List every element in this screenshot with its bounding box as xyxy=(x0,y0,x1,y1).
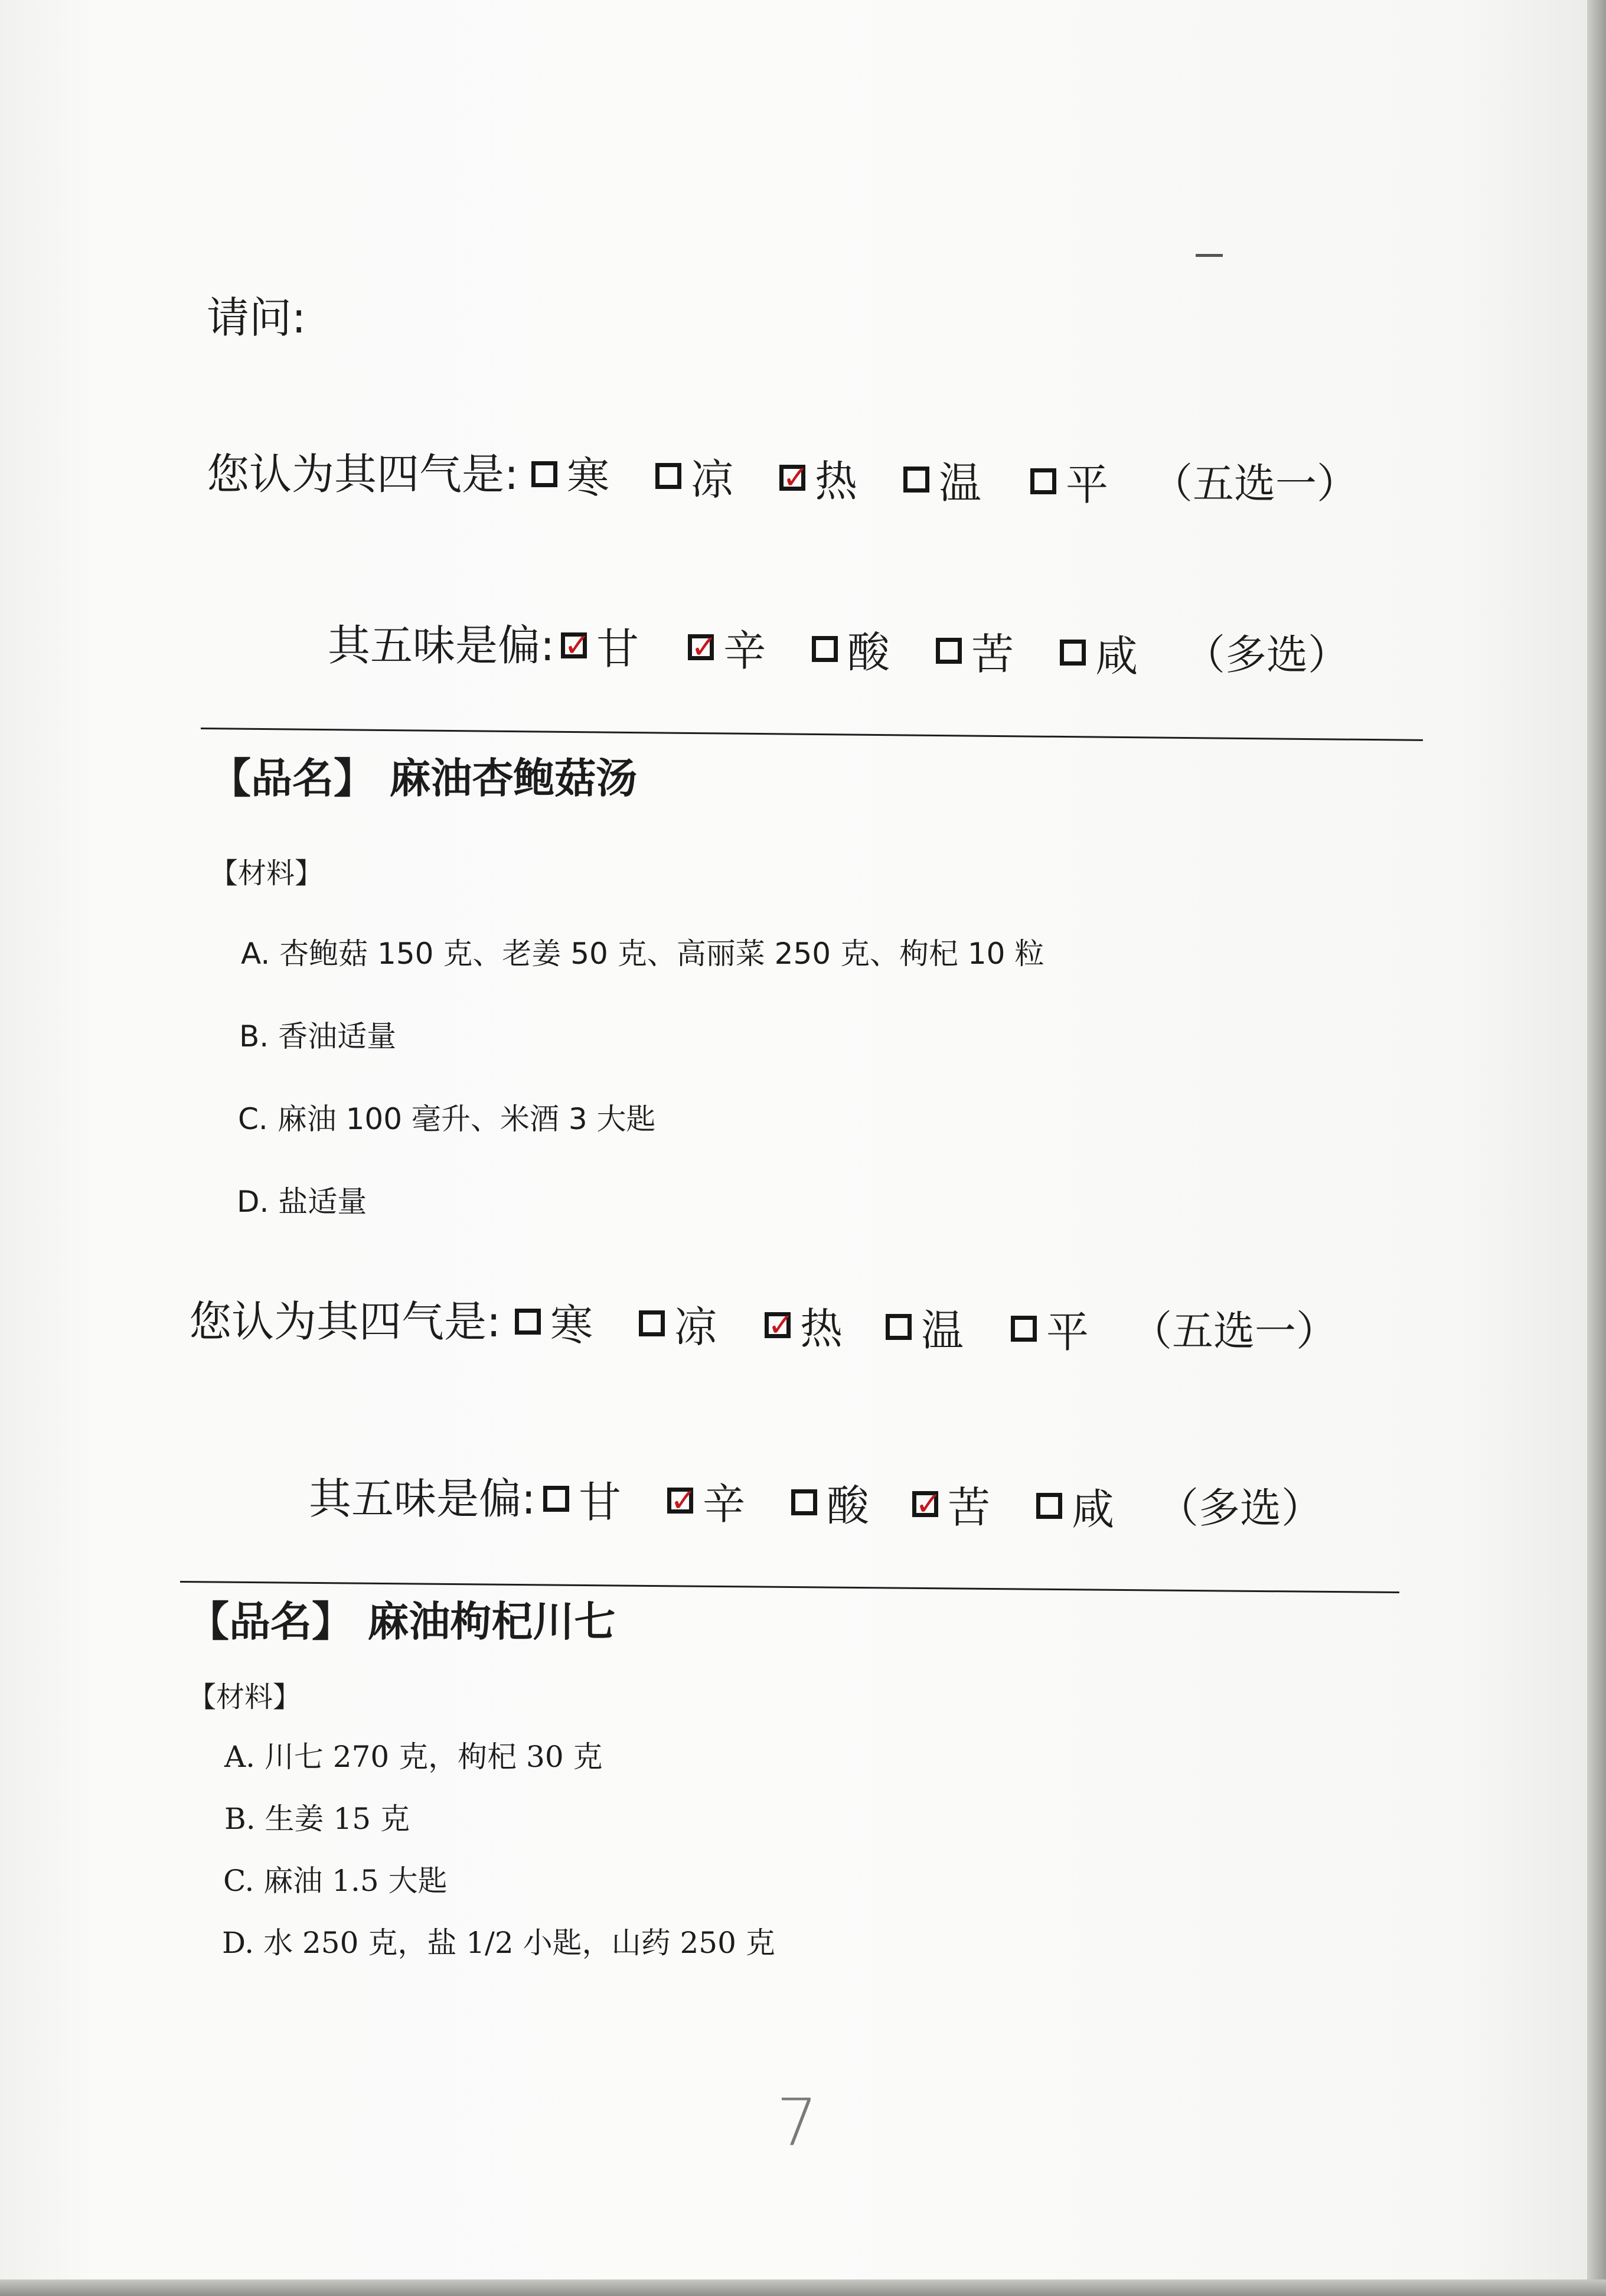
option-label: 平 xyxy=(1046,1307,1089,1357)
dish2-ingredient-a: A. 川七 270 克，枸杞 30 克 xyxy=(224,1740,603,1774)
checkbox-icon[interactable] xyxy=(812,636,838,662)
dish1-materials-label: 【材料】 xyxy=(210,857,324,890)
selection-note: （多选） xyxy=(1157,1484,1323,1532)
checkbox-option[interactable] xyxy=(688,617,766,678)
option-label: 辛 xyxy=(723,626,766,676)
option-label: 咸 xyxy=(1095,631,1138,681)
checkbox-option[interactable] xyxy=(543,1468,621,1529)
option-label: 凉 xyxy=(691,455,734,504)
option-label: 辛 xyxy=(703,1479,746,1529)
check-mark-icon: ✓ xyxy=(915,1485,942,1522)
dish1-ingredient-c: C. 麻油 100 毫升、米酒 3 大匙 xyxy=(238,1102,656,1136)
checkbox-option[interactable] xyxy=(1011,1298,1089,1359)
checkbox-icon[interactable] xyxy=(936,638,962,664)
option-label: 苦 xyxy=(971,630,1014,679)
checked-checkbox-icon[interactable] xyxy=(779,459,809,496)
pencil-mark xyxy=(1196,254,1223,257)
checkbox-option[interactable] xyxy=(531,443,609,505)
checkbox-option[interactable] xyxy=(886,1296,964,1358)
option-label: 热 xyxy=(815,456,858,506)
paper-edge xyxy=(1587,0,1606,2296)
checked-checkbox-icon[interactable] xyxy=(912,1485,942,1522)
dish2-ingredient-c: C. 麻油 1.5 大匙 xyxy=(223,1864,448,1898)
checkbox-option[interactable] xyxy=(639,1293,717,1354)
option-label: 热 xyxy=(800,1304,843,1354)
checkbox-option[interactable] xyxy=(779,447,857,508)
checked-checkbox-icon[interactable] xyxy=(765,1306,795,1343)
checkbox-icon[interactable] xyxy=(1011,1316,1037,1342)
question-label: 您认为其四气是: xyxy=(207,449,519,499)
checked-checkbox-icon[interactable] xyxy=(688,628,718,666)
checkbox-option[interactable] xyxy=(655,445,733,507)
option-label: 苦 xyxy=(948,1483,991,1532)
checkbox-icon[interactable] xyxy=(1060,640,1086,666)
option-label: 凉 xyxy=(674,1302,717,1352)
checkbox-icon[interactable] xyxy=(886,1314,912,1340)
option-label: 温 xyxy=(921,1306,964,1355)
option-label: 甘 xyxy=(579,1478,622,1527)
checkbox-option[interactable] xyxy=(791,1472,869,1533)
question-label: 您认为其四气是: xyxy=(189,1297,501,1346)
option-label: 甘 xyxy=(596,624,639,674)
check-mark-icon: ✓ xyxy=(670,1482,697,1519)
option-label: 咸 xyxy=(1072,1485,1115,1534)
check-mark-icon: ✓ xyxy=(782,459,809,496)
question-label: 其五味是偏: xyxy=(309,1474,536,1524)
dish2-ingredient-b: B. 生姜 15 克 xyxy=(224,1802,410,1836)
checkbox-option[interactable] xyxy=(765,1294,843,1356)
checkbox-option[interactable] xyxy=(1060,622,1138,683)
option-label: 酸 xyxy=(847,628,890,677)
checked-checkbox-icon[interactable] xyxy=(667,1482,697,1519)
page-number: 7 xyxy=(776,2085,818,2160)
dish1-ingredient-b: B. 香油适量 xyxy=(239,1019,397,1054)
dish2-ingredient-d: D. 水 250 克，盐 1/2 小匙，山药 250 克 xyxy=(222,1926,775,1960)
option-label: 寒 xyxy=(550,1300,593,1350)
question-label: 其五味是偏: xyxy=(328,621,555,670)
checkbox-option[interactable] xyxy=(1036,1475,1114,1537)
dish2-materials-label: 【材料】 xyxy=(188,1681,302,1714)
check-mark-icon: ✓ xyxy=(564,627,591,664)
checkbox-option[interactable] xyxy=(903,449,981,510)
option-label: 平 xyxy=(1066,460,1109,510)
check-mark-icon: ✓ xyxy=(691,628,718,666)
checkbox-icon[interactable] xyxy=(531,461,557,487)
checkbox-icon[interactable] xyxy=(655,463,681,489)
checkbox-option[interactable] xyxy=(1030,451,1108,512)
checkbox-icon[interactable] xyxy=(791,1489,817,1515)
checkbox-icon[interactable] xyxy=(515,1309,541,1335)
checkbox-icon[interactable] xyxy=(543,1486,569,1512)
checked-checkbox-icon[interactable] xyxy=(561,627,591,664)
checkbox-icon[interactable] xyxy=(903,467,929,493)
checkbox-option[interactable] xyxy=(936,620,1014,681)
paper-bottom-edge xyxy=(0,2279,1606,2296)
dish2-title: 【品名】 麻油枸杞川七 xyxy=(188,1597,616,1646)
option-label: 寒 xyxy=(567,453,610,503)
checkbox-option[interactable] xyxy=(812,618,890,680)
selection-note: （多选） xyxy=(1184,631,1349,679)
selection-note: （五选一） xyxy=(1131,1307,1337,1355)
check-mark-icon: ✓ xyxy=(768,1306,795,1343)
dish1-title: 【品名】 麻油杏鲍菇汤 xyxy=(210,754,638,803)
selection-note: （五选一） xyxy=(1151,459,1358,508)
checkbox-icon[interactable] xyxy=(1030,468,1056,494)
option-label: 酸 xyxy=(827,1481,870,1531)
checkbox-option[interactable] xyxy=(515,1291,593,1352)
checkbox-icon[interactable] xyxy=(1036,1493,1062,1519)
checkbox-option[interactable] xyxy=(561,615,639,676)
option-label: 温 xyxy=(939,458,982,508)
checkbox-icon[interactable] xyxy=(639,1310,665,1336)
dish1-ingredient-d: D. 盐适量 xyxy=(237,1185,367,1219)
intro-text: 请问: xyxy=(207,293,306,343)
checkbox-option[interactable] xyxy=(912,1473,990,1535)
dish1-ingredient-a: A. 杏鲍菇 150 克、老姜 50 克、高丽菜 250 克、枸杞 10 粒 xyxy=(241,937,1044,971)
checkbox-option[interactable] xyxy=(667,1470,745,1531)
